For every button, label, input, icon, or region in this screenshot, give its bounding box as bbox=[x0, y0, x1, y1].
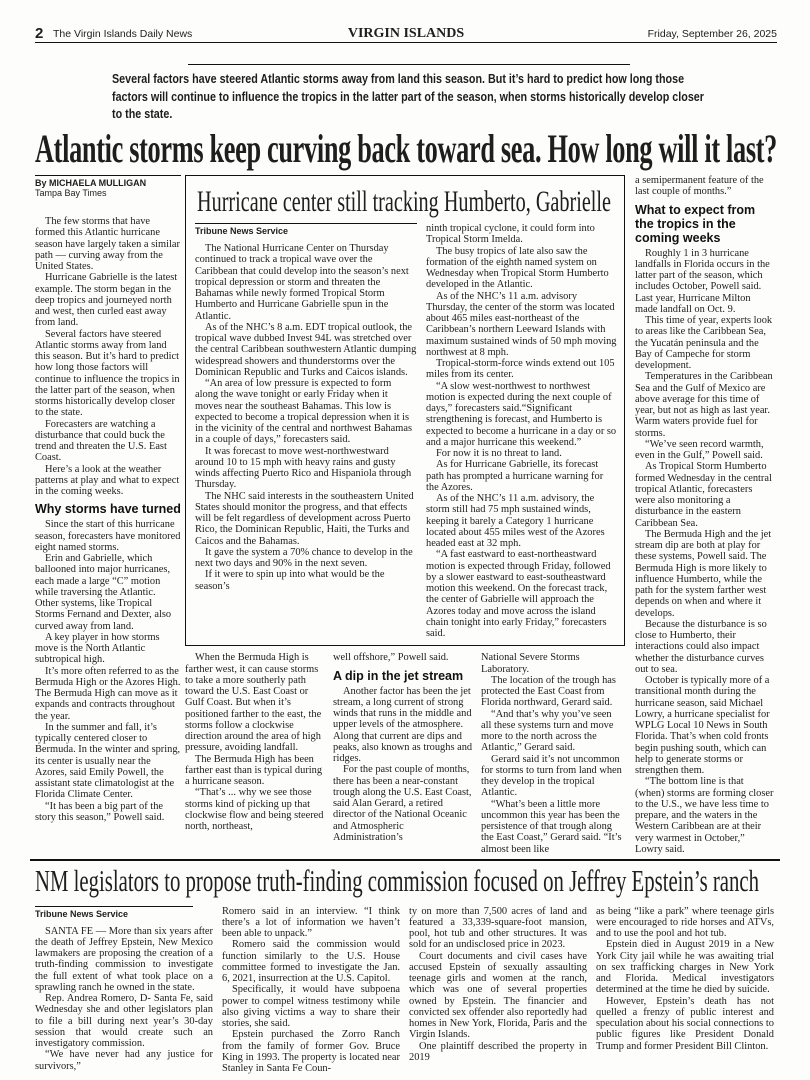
paragraph: As of the NHC’s 11 a.m. advisory Thursday, the center of the storm was located about 465 miles east-northeast of the Caribbean’s northern Leeward Islands with maximum sustained winds of 50 mph moving northwest at 8 mph. bbox=[426, 290, 617, 358]
sidebar-column-2 bbox=[426, 223, 618, 639]
paragraph: “We have never had any justice for survivors,” bbox=[35, 1049, 213, 1072]
paragraph: October is typically more of a transitional month during the hurricane season, said Michael Lowry, a hurricane specialist for WPLG Local 10 News in South Florida. That’s when cold fronts begin pushing south, which can help to generate storms or strengthen them. bbox=[635, 675, 770, 776]
paragraph: However, Epstein’s death has not quelled a frenzy of public interest and speculation about his social connections to public figures like President Donald Trump and former President Bill Clinton. bbox=[596, 995, 774, 1052]
main-story-column-5 bbox=[635, 175, 775, 855]
paragraph: a semipermanent feature of the last couple of months.” bbox=[635, 175, 764, 198]
bottom-source: Tribune News Service bbox=[35, 906, 193, 920]
paragraph: Forecasters are watching a disturbance that could buck the trend and threaten the U.S. East Coast. bbox=[35, 418, 167, 464]
paragraph: In the summer and fall, it’s typically centered closer to Bermuda. In the winter and spring, its center is usually near the Azores, said Emily Powell, the assistant state climatologist at the Florida Climate Center. bbox=[35, 721, 181, 801]
paragraph: Gerard said it’s not uncommon for storms to turn from land when they develop in the tropical Atlantic. bbox=[481, 753, 622, 799]
paragraph: SANTA FE — More than six years after the death of Jeffrey Epstein, New Mexico lawmakers are proposing the creation of a truth-finding commission to investigate the full extent of what took place on a sprawling ranch he owned in the state. bbox=[35, 925, 213, 993]
section-subhead: What to expect from the tropics in the coming weeks bbox=[635, 202, 756, 245]
paragraph: As of the NHC’s 11 a.m. advisory, the storm still had 75 mph sustained winds, keeping it barely a Category 1 hurricane located about 455 miles west of the Azores headed east at 32 mph. bbox=[426, 493, 605, 549]
section-name: VIRGIN ISLANDS bbox=[347, 26, 465, 41]
page-number: 2 bbox=[35, 25, 44, 42]
paragraph: “A fast eastward to east-northeastward motion is expected through Friday, followed by a slower eastward to east-southeastward motion this weekend. On the forecast track, the center of Gabrielle will approach the Azores today and move across the island chain tonight into early Friday,” forecasters said. bbox=[426, 549, 611, 639]
paragraph: One plaintiff described the property in 2019 bbox=[409, 1040, 587, 1063]
paragraph: The location of the trough has protected the East Coast from Florida northward, Gerard said. bbox=[481, 674, 616, 709]
paragraph: The busy tropics of late also saw the formation of the eighth named system on Wednesday when Tropical Storm Humberto developed in the Atlantic. bbox=[426, 245, 609, 291]
paragraph: “And that’s why you’ve seen all these systems turn and move more to the north across the Atlantic,” Gerard said. bbox=[481, 708, 614, 754]
issue-date: Friday, September 26, 2025 bbox=[647, 28, 777, 40]
paragraph: Romero said the commission would function similarly to the U.S. House committee formed to investigate the Jan. 6, 2021, insurrection at the U.S. Capitol. bbox=[222, 939, 400, 984]
paragraph: Roughly 1 in 3 hurricane landfalls in Florida occurs in the latter part of the season, which includes October, Powell said. Last year, Hurricane Milton made landfall on Oct. 9. bbox=[635, 247, 770, 315]
paragraph: Here’s a look at the weather patterns at play and what to expect in the coming weeks. bbox=[35, 463, 180, 497]
paragraph: Hurricane Gabrielle is the latest example. The storm began in the deep tropics and journeyed north and west, then curled east away from land. bbox=[35, 272, 178, 329]
main-story-column-4 bbox=[481, 652, 623, 855]
paragraph: Court documents and civil cases have accused Epstein of sexually assaulting teenage girls and women at the ranch, which was one of several properties owned by Epstein. The financier and convicted sex offender also reportedly had homes in New York, Florida, Paris and the Virgin Islands. bbox=[409, 950, 587, 1041]
paragraph: well offshore,” Powell said. bbox=[333, 652, 449, 664]
paragraph: Romero said in an interview. “I think there’s a lot of information we haven’t been able to unpack.” bbox=[222, 905, 400, 939]
paragraph: Since the start of this hurricane season, forecasters have monitored eight named storms. bbox=[35, 519, 181, 553]
deck-rule bbox=[188, 64, 630, 65]
paragraph: “It has been a big part of the story this season,” Powell said. bbox=[35, 800, 165, 823]
main-story-column-1 bbox=[35, 216, 181, 823]
paragraph: Because the disturbance is so close to Humberto, their interactions could also impact whether the disturbance curves out to sea. bbox=[635, 618, 767, 675]
paragraph: It was forecast to move west-northwestward around 10 to 15 mph with heavy rains and gusty winds affecting Puerto Rico and Hispaniola through Thursday. bbox=[195, 445, 412, 491]
byline-source: Tampa Bay Times bbox=[35, 188, 107, 198]
paragraph: “The bottom line is that (when) storms are forming closer to the U.S., we have less time to prepare, and the waters in the Western Caribbean are at their very warmest in October,” Lowry said. bbox=[635, 776, 774, 855]
sidebar-story-box bbox=[185, 175, 625, 646]
page-header bbox=[35, 0, 777, 43]
bottom-column-1 bbox=[35, 926, 213, 1072]
paragraph: “An area of low pressure is expected to form along the wave tonight or early Friday when it moves near the southeast Bahamas. This low is expected to become a tropical depression when it is in the vicinity of the central and northwest Bahamas in a couple of days,” forecasters said. bbox=[195, 378, 412, 446]
byline: By MICHAELA MULLIGAN bbox=[35, 178, 147, 188]
paragraph: “That’s ... why we see those storms kind of picking up that clockwise flow and being steered north, northeast, bbox=[185, 787, 324, 832]
main-story-column-3 bbox=[333, 652, 475, 843]
section-subhead: Why storms have turned bbox=[35, 502, 181, 517]
paragraph: A key player in how storms move is the North Atlantic subtropical high. bbox=[35, 631, 160, 666]
paragraph: The Bermuda High and the jet stream dip are both at play for these systems, Powell said. The Bermuda High is more likely to influence Humberto, while the path for the system farther west depends on when and where it develops. bbox=[635, 528, 772, 619]
paper-name: The Virgin Islands Daily News bbox=[53, 28, 193, 40]
sidebar-headline: Hurricane center still tracking Humberto, Gabrielle bbox=[197, 185, 611, 218]
paragraph: If it were to spin up into what would be the season’s bbox=[195, 569, 385, 592]
paragraph: As for Hurricane Gabrielle, its forecast path has prompted a hurricane warning for the Azores. bbox=[426, 459, 604, 493]
byline-block bbox=[35, 175, 181, 198]
paragraph: Temperatures in the Caribbean Sea and the Gulf of Mexico are above average for this time of year, but not as high as last year. Warm waters provide fuel for storms. bbox=[635, 371, 773, 439]
bottom-headline: NM legislators to propose truth-finding commission focused on Jeffrey Epstein’s ranch bbox=[35, 862, 759, 898]
paragraph: Rep. Andrea Romero, D- Santa Fe, said Wednesday she and other legislators plan to file a bill during next year’s 30-day session that would create such an investigatory commission. bbox=[35, 993, 213, 1049]
paragraph: “What’s been a little more uncommon this year has been the persistence of that trough along the East Coast,” Gerard said. “It’s almost been like bbox=[481, 798, 622, 855]
paragraph: Tropical-storm-force winds extend out 105 miles from its center. bbox=[426, 358, 615, 381]
bottom-column-3 bbox=[409, 906, 587, 1064]
paragraph: The Bermuda High has been farther east than is typical during a hurricane season. bbox=[185, 753, 323, 787]
main-headline: Atlantic storms keep curving back toward sea. How long will it last? bbox=[35, 126, 777, 171]
paragraph: National Severe Storms Laboratory. bbox=[481, 652, 580, 675]
bottom-column-4 bbox=[596, 906, 774, 1052]
paragraph: This time of year, experts look to areas like the Caribbean Sea, the Yucatán peninsula and the Bay of Campeche for storm development. bbox=[635, 315, 773, 371]
paragraph: As of the NHC’s 8 a.m. EDT tropical outlook, the tropical wave dubbed Invest 94L was stretched over the central Caribbean southwestern Atlantic dumping widespread showers and thunderstorms over the Dominican Republic and Turks and Caicos islands. bbox=[195, 321, 417, 378]
paragraph: “We’ve seen record warmth, even in the Gulf,” Powell said. bbox=[635, 438, 764, 461]
paragraph: Epstein died in August 2019 in a New York City jail while he was awaiting trial on sex trafficking charges in New York and Florida. Medical investigators determined at the time he died by suicide. bbox=[596, 939, 774, 996]
paragraph: Specifically, it would have subpoena power to compel witness testimony while also giving victims a way to share their stories, she said. bbox=[222, 984, 400, 1029]
section-divider bbox=[30, 859, 780, 861]
paragraph: For now it is no threat to land. bbox=[436, 448, 562, 459]
paragraph: It’s more often referred to as the Bermuda High or the Azores High. The Bermuda High can move as it expands and contracts throughout the year. bbox=[35, 665, 181, 722]
paragraph: Erin and Gabrielle, which ballooned into major hurricanes, each made a large “C” motion while traversing the Atlantic. Other systems, like Tropical Storms Fernand and Dexter, also curved away from land. bbox=[35, 553, 172, 632]
paragraph: ninth tropical cyclone, it could form into Tropical Storm Imelda. bbox=[426, 223, 595, 246]
paragraph: Several factors have steered Atlantic storms away from land this season. But it’s hard to predict how long those factors will continue to influence the tropics in the latter part of the season, when storms historically develop closer to the state. bbox=[35, 328, 180, 419]
main-story-column-2 bbox=[185, 652, 327, 832]
paragraph: When the Bermuda High is farther west, it can cause storms to take a more southerly path toward the U.S. East Coast or Gulf Coast. But when it’s positioned farther to the east, the storms follow a clockwise direction around the area of high pressure, avoiding landfall. bbox=[185, 652, 322, 754]
paragraph: The few storms that have formed this Atlantic hurricane season have largely taken a similar path — curving away from the United States. bbox=[35, 216, 180, 272]
paragraph: Epstein purchased the Zorro Ranch from the family of former Gov. Bruce King in 1993. The property is located near Stanley in Santa Fe Coun- bbox=[222, 1029, 400, 1074]
paragraph: It gave the system a 70% chance to develop in the next two days and 90% in the next seven. bbox=[195, 546, 413, 569]
paragraph: Another factor has been the jet stream, a long current of strong winds that runs in the middle and upper levels of the atmosphere. Along that current are dips and peaks, also known as troughs and ridges. bbox=[333, 685, 473, 764]
sidebar-source: Tribune News Service bbox=[195, 223, 417, 237]
paragraph: For the past couple of months, there has been a near-constant trough along the U.S. East Coast, said Alan Gerard, a retired director of the National Oceanic and Atmospheric Administration’s bbox=[333, 764, 472, 843]
section-subhead: A dip in the jet stream bbox=[333, 668, 464, 683]
paragraph: As Tropical Storm Humberto formed Wednesday in the central tropical Atlantic, forecasters were also monitoring a disturbance in the eastern Caribbean Sea. bbox=[635, 461, 772, 529]
bottom-column-2 bbox=[222, 906, 400, 1075]
paragraph: as being “like a park” where teenage girls were encouraged to ride horses and ATVs, and to use the pool and hot tub. bbox=[596, 905, 774, 939]
paragraph: The NHC said interests in the southeastern United States should monitor the progress, and that effects will be felt regardless of development across Puerto Rico, the Dominican Republic, Haiti, the Turks and Caicos and the Bahamas. bbox=[195, 490, 414, 547]
paragraph: “A slow west-northwest to northwest motion is expected during the next couple of days,” forecasters said.“Significant strengthening is forecast, and Humberto is expected to become a hurricane in a day or so and a major hurricane this weekend.” bbox=[426, 380, 617, 448]
paragraph: ty on more than 7,500 acres of land and featured a 33,339-square-foot mansion, pool, hot tub and other structures. It was sold for an undisclosed price in 2023. bbox=[409, 905, 587, 951]
story-deck: Several factors have steered Atlantic storms away from land this season. But it’s hard to predict how long those factors will continue to influence the tropics in the latter part of the season, when storms historically develop closer to the state. bbox=[112, 72, 704, 121]
sidebar-column-1 bbox=[195, 243, 417, 592]
paragraph: The National Hurricane Center on Thursday continued to track a tropical wave over the Caribbean that could develop into the season’s next tropical depression or storm and threaten the Bahamas while newly formed Tropical Storm Humberto and Hurricane Gabrielle spun in the Atlantic. bbox=[195, 243, 409, 322]
